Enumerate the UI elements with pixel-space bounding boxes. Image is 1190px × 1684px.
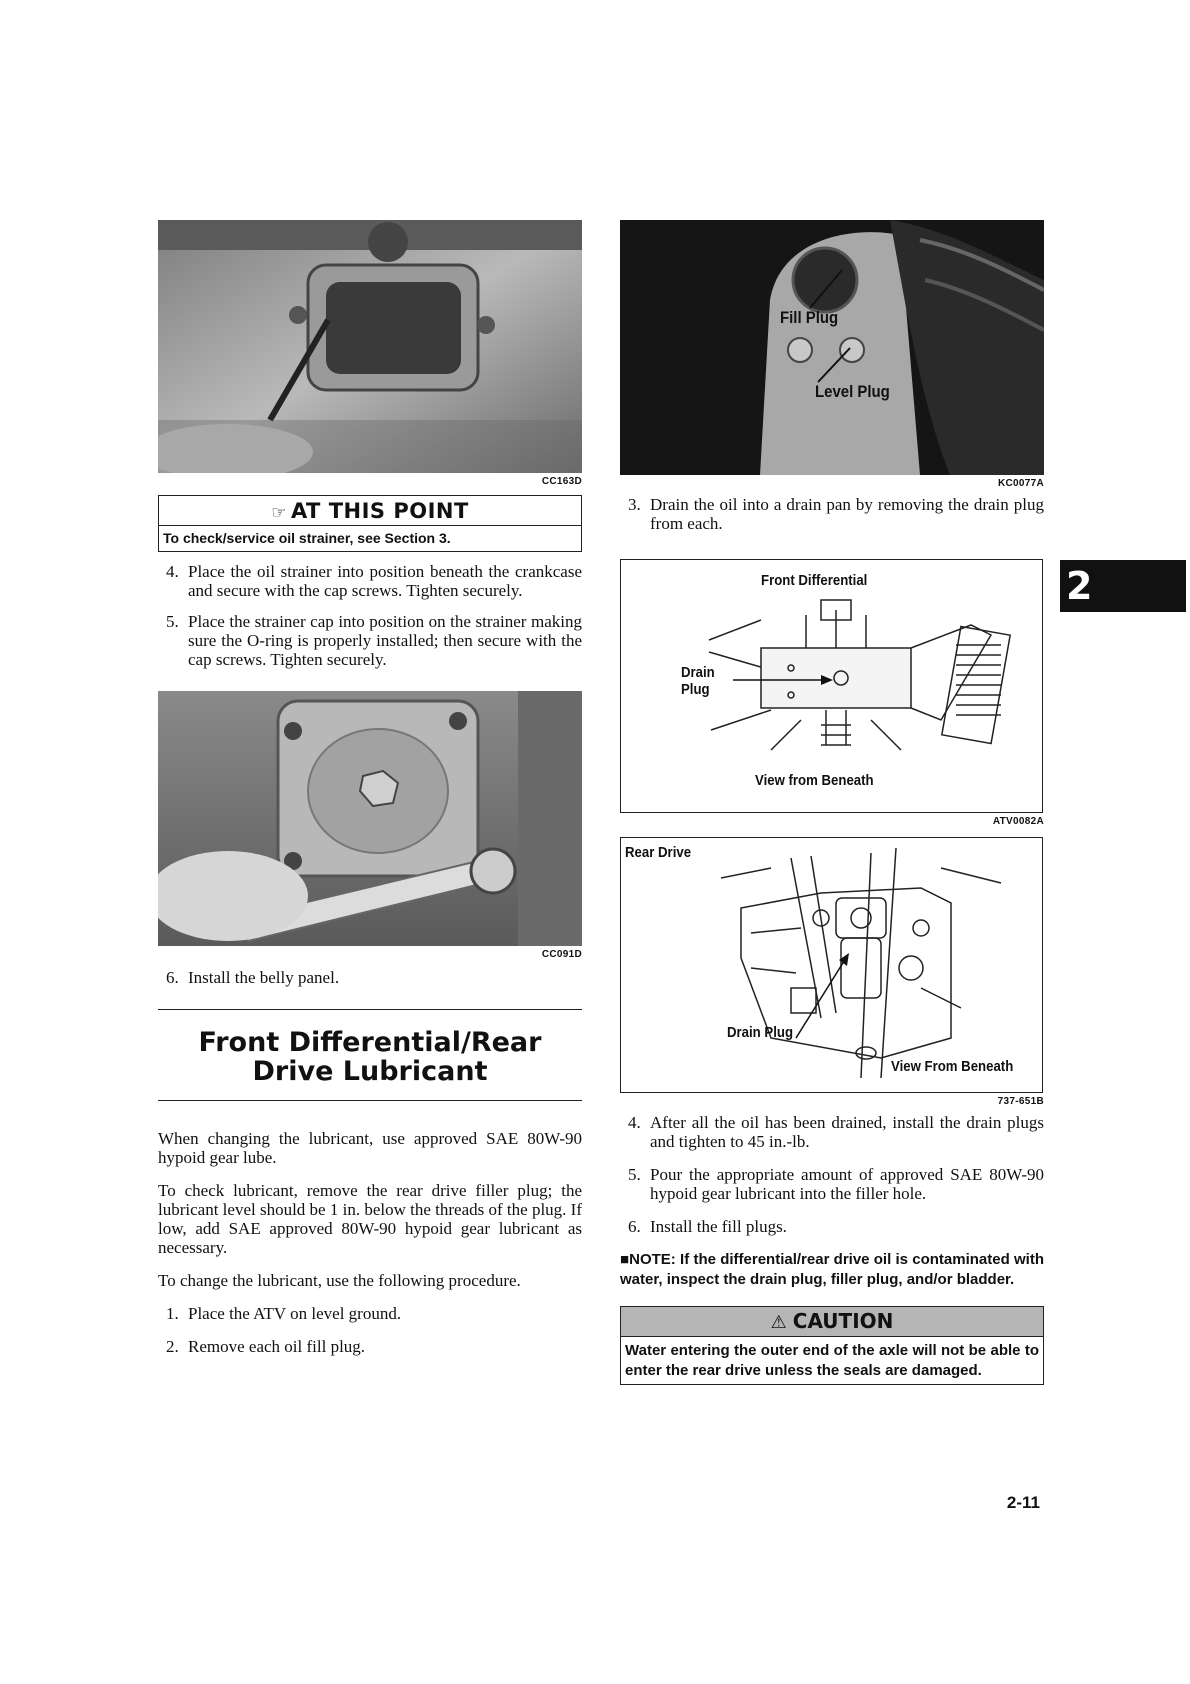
- note-text: ■NOTE: If the differential/rear drive oil is contaminated with water, inspect the drain plug, filler plug, and/or bladder.: [620, 1251, 1044, 1288]
- page-number: 2-11: [1006, 1493, 1040, 1512]
- at-this-point-text: To check/service oil strainer, see Section 3.: [163, 530, 451, 546]
- step-item: [620, 1217, 1044, 1236]
- front-differential-diagram: [620, 559, 1043, 813]
- step-number: 4.: [166, 562, 179, 581]
- step-number: 4.: [628, 1113, 641, 1132]
- drain-plug-label: Drain: [681, 664, 715, 681]
- level-plug-label: Level Plug: [815, 382, 890, 401]
- step-number: 3.: [628, 495, 641, 514]
- at-this-point-title: AT THIS POINT: [290, 499, 469, 523]
- step-text: Place the ATV on level ground.: [188, 1304, 402, 1323]
- left-column: [158, 220, 582, 1356]
- paragraph: To check lubricant, remove the rear drive filler plug; the lubricant level should be 1 in. below the threads of the plug. If low, add SAE approved 80W-90 hypoid gear lubricant as necessary.: [158, 1181, 582, 1257]
- figure-code: KC0077A: [997, 478, 1044, 489]
- step-number: 1.: [166, 1304, 179, 1323]
- caution-title: CAUTION: [792, 1309, 894, 1333]
- rear-drive-diagram: [620, 837, 1043, 1093]
- at-this-point-header: [159, 496, 581, 526]
- paragraph: To change the lubricant, use the following procedure.: [158, 1271, 521, 1290]
- at-this-point-box: [158, 495, 582, 552]
- step-number: 6.: [628, 1217, 641, 1236]
- drain-plug-label: Drain Plug: [727, 1024, 794, 1041]
- oil-strainer-photo: [158, 220, 582, 473]
- step-item: [620, 1165, 1044, 1203]
- caution-header: [621, 1307, 1043, 1337]
- diagram-title: Front Differential: [761, 572, 868, 589]
- step-item: [158, 968, 582, 987]
- diagram-caption: View from Beneath: [755, 772, 874, 789]
- section-title-line: Front Differential/Rear: [198, 1027, 542, 1058]
- section-rule-top: [158, 1009, 582, 1010]
- step-text: Drain the oil into a drain pan by removing the drain plug from each.: [650, 495, 1044, 533]
- figure-code: CC091D: [541, 949, 582, 960]
- figure-code: ATV0082A: [992, 816, 1044, 827]
- fill-level-plug-photo: [620, 220, 1044, 475]
- section-title-line: Drive Lubricant: [252, 1056, 488, 1087]
- diagram-caption: View From Beneath: [891, 1058, 1014, 1075]
- step-number: 6.: [166, 968, 179, 987]
- caution-text: Water entering the outer end of the axle will not be able to enter the rear drive unless the seals are damaged.: [625, 1342, 1039, 1379]
- strainer-cap-photo: [158, 691, 582, 946]
- diagram-title: Rear Drive: [625, 844, 692, 861]
- step-number: 5.: [166, 612, 179, 631]
- step-text: Pour the appropriate amount of approved SAE 80W-90 hypoid gear lubricant into the filler hole.: [650, 1165, 1044, 1203]
- step-text: Install the fill plugs.: [650, 1217, 787, 1236]
- step-item: [620, 1113, 1044, 1151]
- step-number: 5.: [628, 1165, 641, 1184]
- section-tab: 2: [1060, 560, 1186, 612]
- section-title: [158, 1028, 582, 1086]
- step-text: Place the oil strainer into position beneath the crankcase and secure with the cap screws. Tighten securely.: [188, 562, 582, 600]
- warning-triangle-icon: ⚠: [770, 1312, 787, 1333]
- step-item: [158, 562, 582, 600]
- right-column: [620, 220, 1044, 1385]
- section-rule-bottom: [158, 1100, 582, 1101]
- pointing-hand-icon: ☞: [271, 503, 287, 523]
- caution-box: [620, 1306, 1044, 1385]
- step-item: [620, 495, 1044, 533]
- step-text: Remove each oil fill plug.: [188, 1337, 366, 1356]
- step-item: [158, 612, 582, 669]
- step-text: After all the oil has been drained, install the drain plugs and tighten to 45 in.-lb.: [650, 1113, 1044, 1151]
- step-item: [158, 1337, 582, 1356]
- step-text: Place the strainer cap into position on the strainer making sure the O-ring is properly installed; then secure with the cap screws. Tighten securely.: [188, 612, 582, 669]
- step-number: 2.: [166, 1337, 179, 1356]
- fill-plug-label: Fill Plug: [780, 308, 839, 327]
- figure-code: 737-651B: [997, 1096, 1044, 1107]
- step-text: Install the belly panel.: [188, 968, 340, 987]
- step-item: [158, 1304, 582, 1323]
- paragraph: When changing the lubricant, use approved SAE 80W-90 hypoid gear lube.: [158, 1129, 582, 1167]
- figure-code: CC163D: [541, 476, 582, 487]
- drain-plug-label: Plug: [681, 681, 710, 698]
